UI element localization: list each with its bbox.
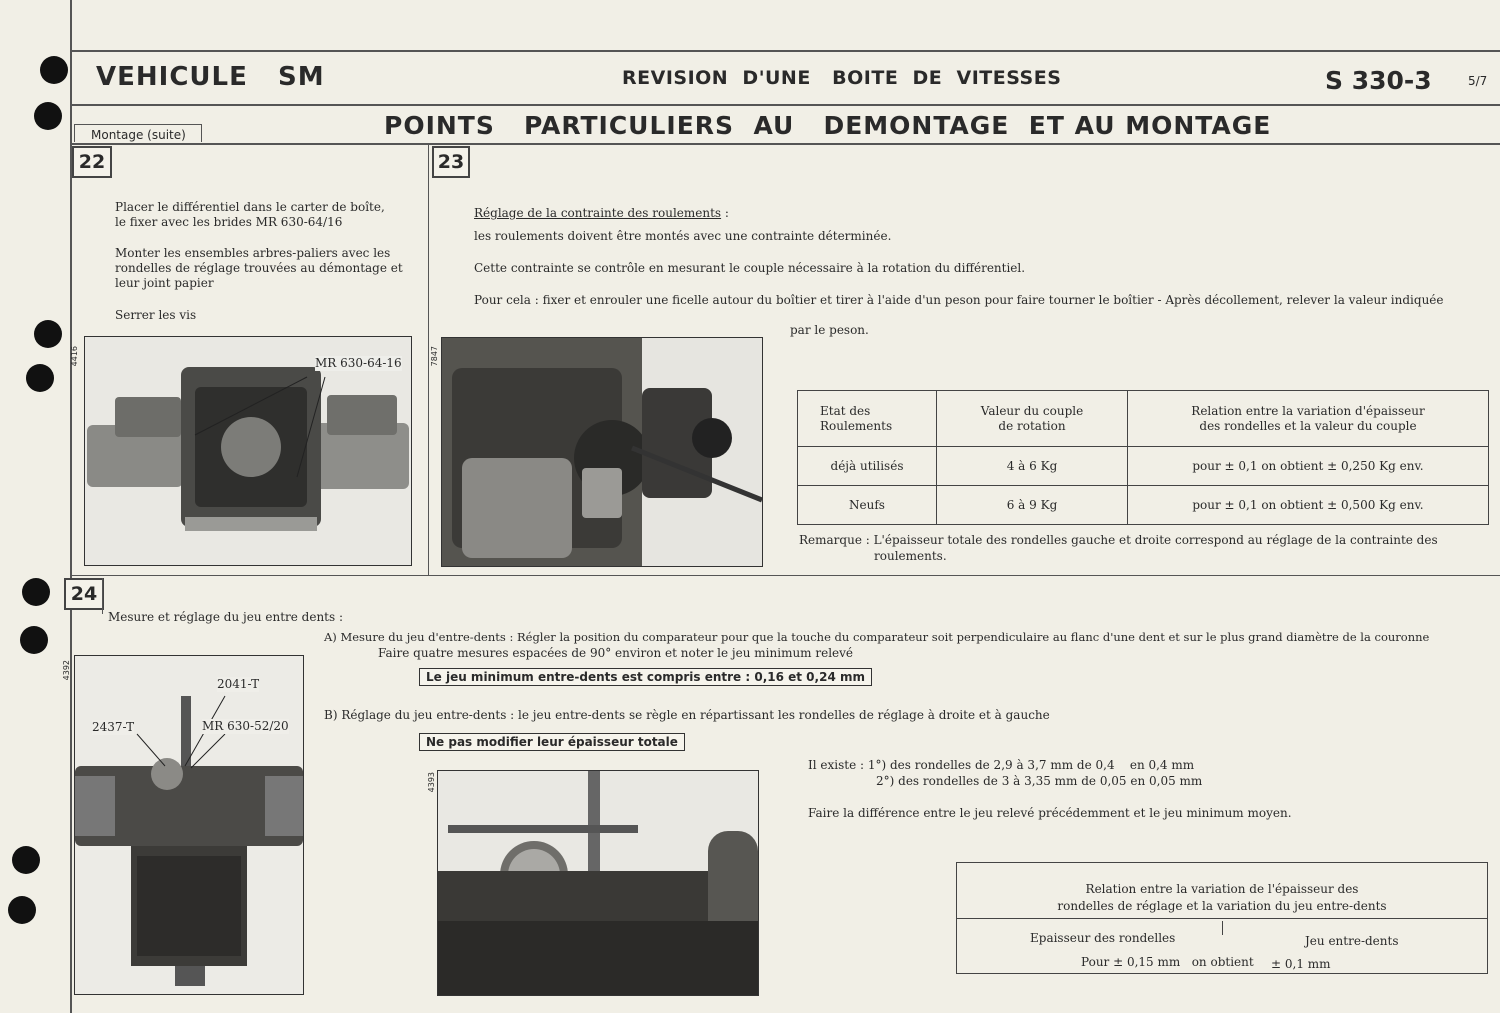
s22-step2-line3: leur joint papier	[115, 276, 214, 290]
th-torque-line2: de rotation	[998, 418, 1066, 433]
page-number: 5/7	[1468, 74, 1488, 88]
relation-table-header	[957, 863, 1487, 919]
s24-shims-line2: 2°) des rondelles de 3 à 3,35 mm de 0,05 en 0,05 mm	[876, 774, 1203, 788]
binder-hole	[20, 626, 48, 654]
section-divider	[72, 575, 1500, 576]
relation-col-thickness: Epaisseur des rondelles	[1030, 931, 1176, 945]
photo-label-2041-t: 2041-T	[217, 677, 260, 691]
binder-hole	[34, 320, 62, 348]
s23-line1: les roulements doivent être montés avec une contrainte déterminée.	[474, 229, 892, 243]
th-state-line1: Etat des	[820, 403, 871, 418]
s24-title: Mesure et réglage du jeu entre dents :	[108, 610, 344, 624]
s24-shims-line1: Il existe : 1°) des rondelles de 2,9 à 3,7 mm de 0,4 en 0,4 mm	[808, 758, 1195, 772]
s22-step2-line2: rondelles de réglage trouvées au démontage et	[115, 261, 403, 275]
th-relation-line2: des rondelles et la valeur du couple	[1199, 418, 1417, 433]
section-tab: Montage (suite)	[74, 124, 202, 142]
backlash-relation-table	[956, 862, 1488, 974]
photo-id-23: 7847	[430, 346, 439, 367]
photo-dial-gauge-setup	[74, 655, 304, 995]
binder-hole	[22, 578, 50, 606]
s23-heading-text: Réglage de la contrainte des roulements	[474, 206, 722, 220]
s24-a-line2: Faire quatre mesures espacées de 90° environ et noter le jeu minimum relevé	[378, 646, 854, 660]
s24-difference: Faire la différence entre le jeu relevé précédemment et le jeu minimum moyen.	[808, 806, 1292, 820]
s22-step1-line2: le fixer avec les brides MR 630-64/16	[115, 215, 343, 229]
s24-b-line1: B) Réglage du jeu entre-dents : le jeu entre-dents se règle en répartissant les rondelles de réglage à droite et à gauche	[324, 708, 1050, 722]
s23-remark-line1: Remarque : L'épaisseur totale des rondelles gauche et droite correspond au réglage de la contrainte des	[799, 533, 1438, 547]
photo-id-24a: 4392	[62, 660, 71, 681]
relation-value-backlash: ± 0,1 mm	[1271, 957, 1331, 971]
document-subject: REVISION D'UNE BOITE DE VITESSES	[622, 67, 1062, 89]
table-cell: Neufs	[798, 486, 937, 525]
s23-heading-colon: :	[721, 206, 729, 220]
table-cell: 4 à 6 Kg	[937, 447, 1128, 486]
s23-line3: Pour cela : fixer et enrouler une ficelle autour du boîtier et tirer à l'aide d'un peson pour faire tourner le boîtier - Après décollement, relever la valeur indiquée	[474, 293, 1444, 307]
th-state-line2: Roulements	[820, 418, 893, 433]
binder-hole	[8, 896, 36, 924]
binder-hole	[12, 846, 40, 874]
table-header-cell	[937, 391, 1128, 447]
header-bottom-rule	[72, 143, 1500, 145]
table-cell: déjà utilisés	[798, 447, 937, 486]
s23-line4: par le peson.	[790, 323, 869, 337]
backlash-spec-box: Le jeu minimum entre-dents est compris entre : 0,16 et 0,24 mm	[419, 668, 872, 686]
section-divider	[102, 578, 103, 614]
document-reference: S 330-3	[1325, 66, 1432, 95]
table-row	[798, 447, 1489, 486]
table-row	[798, 486, 1489, 525]
shim-warning-box: Ne pas modifier leur épaisseur totale	[419, 733, 685, 751]
photo-label-22: MR 630-64-16	[315, 356, 402, 370]
photo-backlash-measurement	[437, 770, 759, 996]
s24-a-line1: A) Mesure du jeu d'entre-dents : Régler la position du comparateur pour que la touche du comparateur soit perpendiculaire au flanc d'une dent et sur le plus grand diamètre de la couronne	[324, 630, 1430, 644]
section-number-24: 24	[64, 578, 104, 610]
relation-value-thickness: Pour ± 0,15 mm on obtient	[1081, 955, 1254, 969]
photo-id-24b: 4393	[427, 772, 436, 793]
binder-hole	[40, 56, 68, 84]
s22-step1-line1: Placer le différentiel dans le carter de boîte,	[115, 200, 385, 214]
binder-hole	[34, 102, 62, 130]
s23-line2: Cette contrainte se contrôle en mesurant le couple nécessaire à la rotation du différentiel.	[474, 261, 1026, 275]
page-title: POINTS PARTICULIERS AU DEMONTAGE ET AU MONTAGE	[384, 111, 1272, 140]
relation-col-backlash: Jeu entre-dents	[1305, 934, 1399, 948]
table-header-cell	[798, 391, 937, 447]
vehicle-title: VEHICULE SM	[96, 62, 325, 92]
section-divider	[428, 143, 429, 575]
table-cell: pour ± 0,1 on obtient ± 0,250 Kg env.	[1128, 447, 1489, 486]
table-cell: 6 à 9 Kg	[937, 486, 1128, 525]
photo-id-22: 4416	[70, 346, 79, 367]
th-relation-line1: Relation entre la variation d'épaisseur	[1191, 403, 1425, 418]
section-number-22: 22	[72, 146, 112, 178]
table-cell: pour ± 0,1 on obtient ± 0,500 Kg env.	[1128, 486, 1489, 525]
relation-divider	[1222, 921, 1223, 935]
photo-torque-measurement	[441, 337, 763, 567]
section-number-23: 23	[432, 146, 470, 178]
photo-label-2437-t: 2437-T	[92, 720, 135, 734]
th-torque-line1: Valeur du couple	[980, 403, 1084, 418]
binder-hole	[26, 364, 54, 392]
header-top-rule	[72, 50, 1500, 52]
s23-remark-line2: roulements.	[874, 549, 947, 563]
s23-heading	[474, 206, 729, 221]
photo-label-mr-630-52-20: MR 630-52/20	[202, 719, 289, 733]
table-header-cell	[1128, 391, 1489, 447]
s22-step2-line1: Monter les ensembles arbres-paliers avec les	[115, 246, 391, 260]
relation-title-line2: rondelles de réglage et la variation du jeu entre-dents	[1057, 899, 1387, 913]
relation-title-line1: Relation entre la variation de l'épaisseur des	[1085, 882, 1359, 896]
header-mid-rule	[72, 104, 1500, 106]
bearing-preload-table	[797, 390, 1489, 525]
s22-step3: Serrer les vis	[115, 308, 197, 322]
